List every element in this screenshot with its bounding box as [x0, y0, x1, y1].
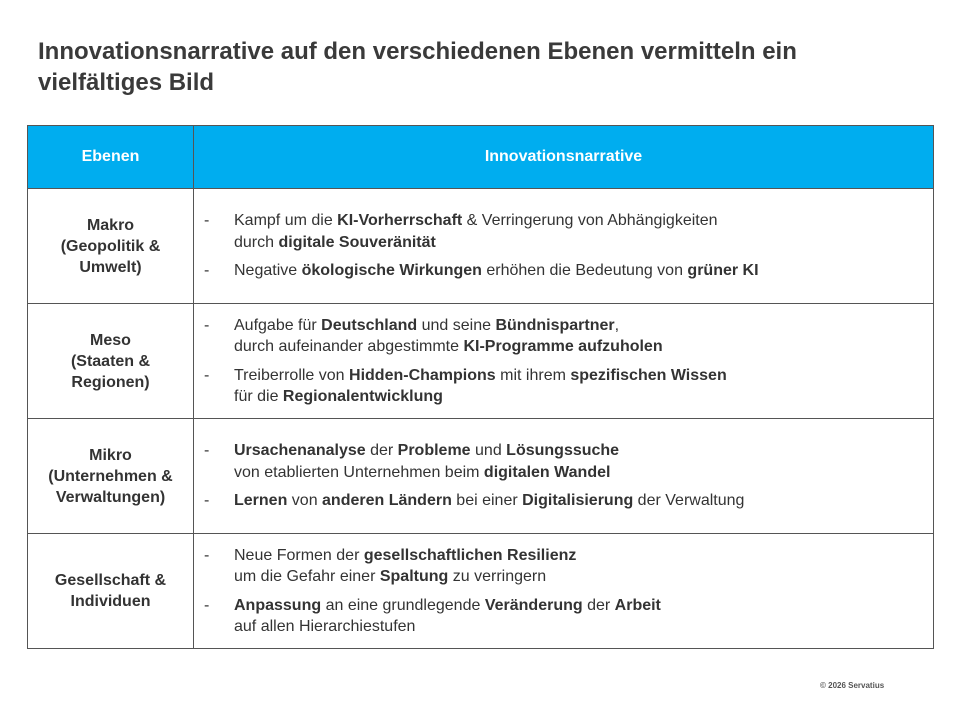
bold-text: anderen Ländern: [322, 492, 452, 510]
bold-text: Arbeit: [614, 596, 661, 614]
text-segment: um die Gefahr einer: [234, 568, 380, 585]
header-levels: Ebenen: [28, 126, 194, 189]
bullet-line: [234, 260, 923, 282]
bold-text: Probleme: [397, 442, 471, 460]
level-label-line: Regionen): [71, 373, 150, 391]
bullet-line: [234, 490, 923, 512]
table-row: [28, 419, 934, 534]
header-narratives: Innovationsnarrative: [194, 126, 934, 189]
narrative-bullet: [234, 440, 923, 483]
level-label-line: Umwelt): [79, 258, 142, 276]
narrative-list: [194, 545, 933, 638]
bold-text: Lösungssuche: [506, 442, 620, 460]
text-segment: und seine: [417, 316, 496, 334]
text-segment: und: [470, 442, 507, 460]
bullet-line: [234, 210, 923, 232]
text-segment: der Verwaltung: [633, 492, 745, 510]
bold-text: Hidden-Champions: [349, 366, 496, 384]
text-segment: der: [582, 596, 615, 614]
text-segment: auf allen Hierarchiestufen: [234, 618, 416, 635]
bold-text: gesellschaftlichen Resilienz: [363, 546, 577, 564]
bold-text: digitalen Wandel: [483, 463, 611, 481]
bold-text: KI-Programme aufzuholen: [463, 338, 663, 355]
text-segment: der: [365, 442, 398, 460]
narratives-cell: [194, 304, 934, 419]
text-segment: durch aufeinander abgestimmte: [234, 338, 464, 355]
narrative-bullet: [234, 210, 923, 253]
bold-text: Regionalentwicklung: [282, 388, 443, 405]
bullet-line: [234, 365, 923, 387]
bullet-line: [234, 566, 923, 588]
narratives-cell: [194, 534, 934, 649]
text-segment: Treiberrolle von: [234, 366, 350, 384]
bullet-line: [234, 462, 923, 484]
narrative-bullet: [234, 365, 923, 408]
text-segment: erhöhen die Bedeutung von: [481, 262, 688, 280]
level-label-line: Gesellschaft &: [54, 572, 167, 589]
text-segment: bei einer: [451, 492, 523, 510]
bold-text: grüner KI: [687, 262, 759, 280]
table-body: [28, 189, 934, 649]
text-segment: an eine grundlegende: [321, 596, 485, 614]
table-row: [28, 189, 934, 304]
text-segment: & Verringerung von Abhängigkeiten: [462, 212, 718, 230]
bold-text: ökologische Wirkungen: [301, 262, 482, 280]
narrative-bullet: [234, 490, 923, 512]
narratives-table: [27, 125, 934, 649]
table-row: [28, 534, 934, 649]
bullet-line: [234, 616, 923, 638]
text-segment: Neue Formen der: [234, 546, 364, 564]
text-segment: Aufgabe für: [234, 316, 322, 334]
slide-title: Innovationsnarrative auf den verschiedenen Ebenen vermitteln ein vielfältiges Bild: [38, 38, 797, 96]
bold-text: Lernen: [234, 492, 288, 510]
bullet-line: [234, 232, 923, 254]
narrative-list: [194, 315, 933, 408]
bullet-line: [234, 386, 923, 408]
bold-text: Veränderung: [484, 596, 583, 614]
level-label-line: (Unternehmen &: [48, 467, 173, 485]
bold-text: Digitalisierung: [522, 492, 634, 510]
bullet-line: [234, 440, 923, 462]
narrative-bullet: [234, 595, 923, 638]
bullet-line: [234, 545, 923, 567]
narrative-bullet: [234, 260, 923, 282]
text-segment: von: [287, 492, 323, 510]
bold-text: KI-Vorherrschaft: [337, 212, 463, 230]
level-label-line: (Staaten &: [70, 352, 151, 370]
level-label-line: Mikro: [89, 446, 132, 464]
text-segment: Negative: [234, 262, 302, 280]
text-segment: durch: [234, 233, 279, 251]
level-cell: [28, 189, 194, 304]
level-label-line: Verwaltungen): [55, 488, 166, 506]
text-segment: zu verringern: [448, 568, 547, 585]
level-cell: [28, 419, 194, 534]
narrative-list: [194, 210, 933, 282]
table-row: [28, 304, 934, 419]
narratives-cell: [194, 189, 934, 304]
text-segment: Kampf um die: [234, 212, 338, 230]
text-segment: mit ihrem: [495, 366, 571, 384]
text-segment: ,: [614, 316, 620, 334]
level-cell: [28, 534, 194, 649]
level-label-line: Individuen: [70, 593, 151, 610]
bullet-line: [234, 315, 923, 337]
bold-text: Anpassung: [234, 596, 322, 614]
narrative-list: [194, 440, 933, 512]
level-cell: [28, 304, 194, 419]
bold-text: Bündnispartner: [495, 316, 615, 334]
text-segment: von etablierten Unternehmen beim: [234, 463, 484, 481]
bold-text: Spaltung: [379, 568, 449, 585]
bold-text: Deutschland: [321, 316, 418, 334]
narrative-bullet: [234, 545, 923, 588]
bold-text: spezifischen Wissen: [570, 366, 727, 384]
level-label-line: Makro: [86, 216, 135, 234]
level-label-line: (Geopolitik &: [60, 237, 161, 255]
bullet-line: [234, 595, 923, 617]
copyright-footer: © 2026 Servatius: [820, 681, 885, 690]
bold-text: Ursachenanalyse: [234, 442, 366, 460]
bullet-line: [234, 336, 923, 358]
text-segment: für die: [234, 388, 283, 405]
bold-text: digitale Souveränität: [278, 233, 436, 251]
level-label-line: Meso: [90, 331, 131, 349]
narratives-cell: [194, 419, 934, 534]
narrative-bullet: [234, 315, 923, 358]
table-header-row: [28, 126, 934, 189]
